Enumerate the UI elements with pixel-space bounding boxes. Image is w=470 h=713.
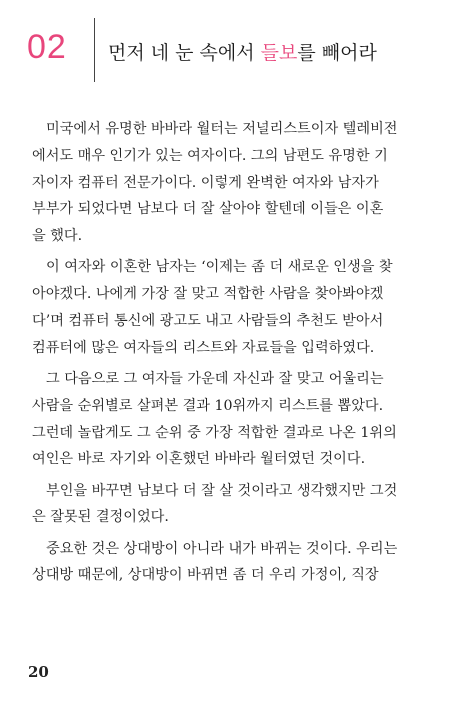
text-line: 이 여자와 이혼한 남자는 ‘이제는 좀 더 새로운 인생을 찾: [46, 259, 393, 276]
chapter-title-start: 먼저 네 눈 속에서: [108, 42, 261, 64]
text-line: 여인은 바로 자기와 이혼했던 바바라 월터였던 것이다.: [32, 451, 366, 468]
paragraph: [32, 116, 442, 250]
text-line: 상대방 때문에, 상대방이 바뀌면 좀 더 우리 가정이, 직장: [32, 567, 379, 584]
paragraph: [32, 478, 442, 532]
text-line: 그런데 놀랍게도 그 순위 중 가장 적합한 결과로 나온 1위의: [32, 424, 397, 441]
chapter-title-end: 를 빼어라: [297, 42, 377, 64]
page-number: 20: [28, 663, 49, 681]
text-line: 에서도 매우 인기가 있는 여자이다. 그의 남편도 유명한 기: [32, 147, 388, 164]
text-line: 자이자 컴퓨터 전문가이다. 이렇게 완벽한 여자와 남자가: [32, 174, 379, 191]
text-line: 그 다음으로 그 여자들 가운데 자신과 잘 맞고 어울리는: [46, 370, 384, 387]
chapter-number: 02: [27, 28, 67, 66]
paragraph: [32, 254, 442, 361]
text-line: 부부가 되었다면 남보다 더 잘 살아야 할텐데 이들은 이혼: [32, 201, 384, 218]
text-line: 을 했다.: [32, 228, 83, 245]
body-text: [32, 116, 442, 594]
chapter-title-highlight: 들보: [260, 42, 298, 64]
text-line: 사람을 순위별로 살펴본 결과 10위까지 리스트를 뽑았다.: [32, 397, 384, 414]
text-line: 컴퓨터에 많은 여자들의 리스트와 자료들을 입력하였다.: [32, 339, 375, 356]
text-line: 아야겠다. 나에게 가장 잘 맞고 적합한 사람을 찾아봐야겠: [32, 286, 384, 303]
text-line: 부인을 바꾸면 남보다 더 잘 살 것이라고 생각했지만 그것: [46, 482, 398, 499]
chapter-header: [0, 0, 470, 90]
text-line: 중요한 것은 상대방이 아니라 내가 바뀌는 것이다. 우리는: [46, 540, 398, 557]
paragraph: [32, 536, 442, 590]
text-line: 미국에서 유명한 바바라 월터는 저널리스트이자 텔레비전: [46, 121, 398, 137]
chapter-title: [108, 38, 377, 65]
text-line: 다’며 컴퓨터 통신에 광고도 내고 사람들의 추천도 받아서: [32, 312, 384, 329]
header-divider: [94, 18, 95, 82]
text-line: 은 잘못된 결정이었다.: [32, 509, 169, 526]
paragraph: [32, 366, 442, 473]
